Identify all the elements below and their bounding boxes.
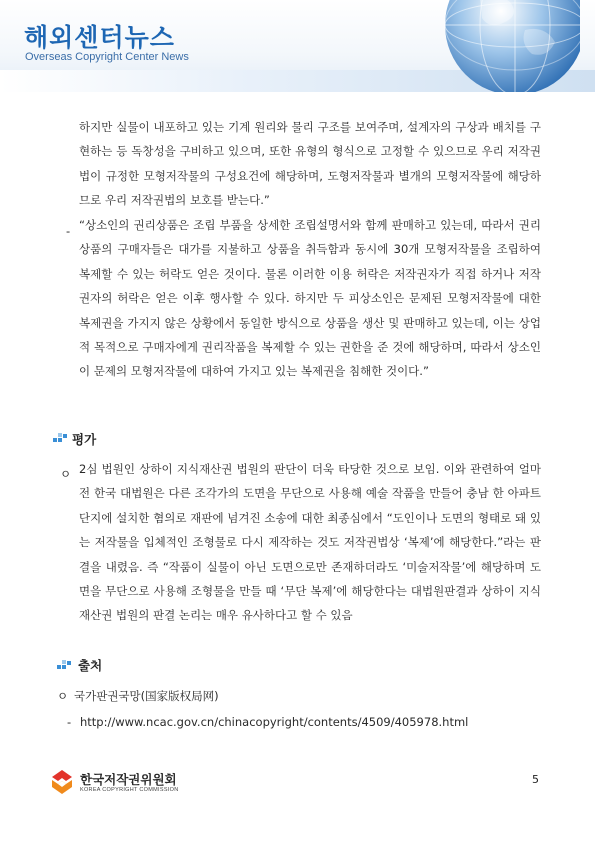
commission-logo-icon xyxy=(48,768,76,796)
evaluation-paragraph: 2심 법원인 상하이 지식재산권 법원의 판단이 더욱 타당한 것으로 보임. 이와 관련하여 얼마 전 한국 대법원은 다른 조각가의 도면을 무단으로 사용해 예술 작품을 만들어 충남 한 아파트 단지에 설치한 혐의로 재판에 넘겨진 소송에 대한 최종심에서 “도인이나 도면의 형태로 돼 있는 저작물을 입체적인 조형물로 다시 제작하는 것도 저작권법상 ‘복제’에 해당한다.”라는 판결을 내렸음. 즉 “작품이 실물이 아닌 도면으로만 존재하더라도 ‘미술저작물’에 해당하며 도면을 무단으로 사용해 조형물을 만들 때 ‘무단 복제’에 해당한다는 대법원판결과 상하이 지식재산권 법원의 판결 논리는 매우 유사하다고 할 수 있음 xyxy=(79,462,541,623)
dash-marker: - xyxy=(67,715,72,729)
footer-org-english: KOREA COPYRIGHT COMMISSION xyxy=(80,787,179,793)
header-title: 해외센터뉴스 xyxy=(24,23,175,52)
source-organization: 국가판권국망(国家版权局网) xyxy=(74,689,219,703)
circle-marker: ㅇ xyxy=(60,467,72,481)
body-paragraph-1: 하지만 실물이 내포하고 있는 기계 원리와 물리 구조를 보여주며, 설계자의 구상과 배치를 구현하는 등 독창성을 구비하고 있으며, 또한 유형의 형식으로 고정할 수 있으므로 우리 저작권법이 규정한 모형저작물의 구성요건에 해당하며, 도형저작물과 별개의 모형저작물에 해당하므로 우리 저작권법의 보호를 받는다.” xyxy=(79,120,541,208)
section-heading-evaluation: 평가 xyxy=(72,432,97,447)
body-paragraph-2: “상소인의 권리상품은 조립 부품을 상세한 조립설명서와 함께 판매하고 있는데, 따라서 권리상품의 구매자들은 대가를 지불하고 상품을 취득함과 동시에 30개 모형저작물을 조립하여 복제할 수 있는 허락도 얻은 것이다. 물론 이러한 이용 허락은 저작권자가 직접 하거나 저작권자의 허락은 얻은 이후 행사할 수 있다. 하지만 두 피상소인은 문제된 모형저작물에 대한 복제권을 가지지 않은 상황에서 동일한 방식으로 상품을 생산 및 판매하고 있는데, 이는 상업적 목적으로 구매자에게 권리작품을 복제할 수 있는 권한을 준 것에 해당하며, 따라서 상소인이 문제의 모형저작물에 대하여 가지고 있는 복제권을 침해한 것이다.” xyxy=(79,218,541,379)
globe-icon xyxy=(420,0,580,92)
section-heading-source: 출처 xyxy=(78,658,103,673)
page-number: 5 xyxy=(532,773,539,786)
circle-marker: ㅇ xyxy=(57,689,69,703)
section-bullet-icon xyxy=(53,434,67,444)
header-subtitle: Overseas Copyright Center News xyxy=(25,51,189,63)
source-url-link[interactable]: http://www.ncac.gov.cn/chinacopyright/contents/4509/405978.html xyxy=(80,715,469,729)
page-header xyxy=(0,0,595,92)
footer-org-name: 한국저작권위원회 xyxy=(80,772,177,787)
dash-marker: - xyxy=(66,224,71,238)
section-bullet-icon xyxy=(57,661,71,671)
